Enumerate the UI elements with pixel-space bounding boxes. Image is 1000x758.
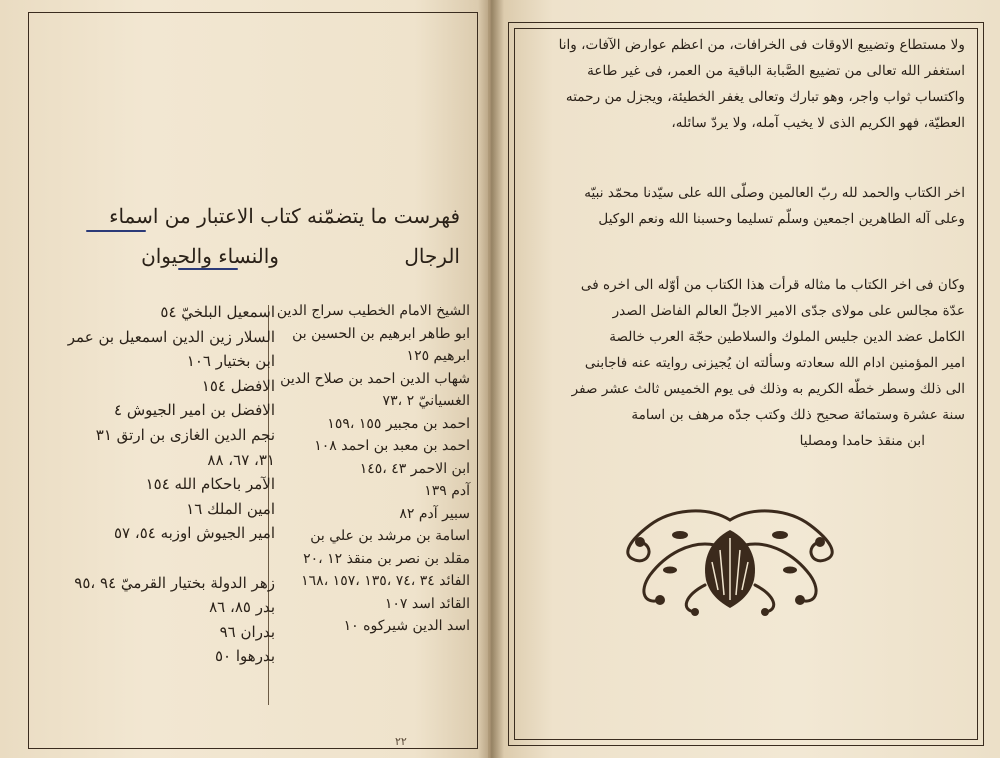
text-line: الكامل عضد الدين جليس الملوك والسلاطين حجّة العرب خالصة <box>609 329 965 345</box>
text-line: اخر الكتاب والحمد لله ربّ العالمين وصلّى الله على سيّدنا محمّد نبيّه <box>584 185 965 201</box>
text-line: وكان فى اخر الكتاب ما مثاله قرأت هذا الكتاب من أوّله الى اخره فى <box>580 277 965 293</box>
index-column-a <box>270 300 470 638</box>
text-line: الى ذلك وسطر خطّه الكريم به وذلك فى يوم الخميس ثالث عشر صفر <box>571 381 965 397</box>
text-line: سنة عشرة وستمائة صحيح ذلك وكتب جدّه مرهف بن اسامة <box>631 407 965 423</box>
index-entry: امين الملك ١٦ <box>186 499 275 518</box>
index-entry: بدران ٩٦ <box>219 622 275 641</box>
index-entry: احمد بن معبد بن احمد ١٠٨ <box>314 438 470 454</box>
index-entry: سبير آدم ٨٢ <box>399 505 470 522</box>
index-entry: السلار زين الدين اسمعيل بن عمر <box>67 327 275 346</box>
text-line: عدّة مجالس على مولاى جدّى الامير الاجلّ العالم الفاضل الصدر <box>612 303 965 319</box>
ijaza-paragraph <box>525 272 965 454</box>
index-title-line-2: والنساء والحيوان <box>141 244 279 268</box>
text-line: امير المؤمنين ادام الله سعادته وسألته ان يُجيزنى روايته عنه فاجابنى <box>584 355 965 371</box>
index-entry: الفائد ٣٤ ،٧٤ ،١٣٥ ،١٥٧ ،١٦٨ <box>301 573 470 589</box>
index-entry: مقلد بن نصر بن منقذ ١٢ ،٢٠ <box>303 550 470 567</box>
index-entry: آدم ١٣٩ <box>424 483 470 499</box>
text-line: واكتساب ثواب واجر، وهو تبارك وتعالى يغفر الخطيئة، ويجزل من رحمته <box>565 89 965 105</box>
title-underline-1 <box>86 230 146 232</box>
text-line: العطيّة، فهو الكريم الذى لا يخيب آمله، ولا يردّ سائله، <box>671 115 965 131</box>
page-number: ٢٢ <box>395 735 407 748</box>
book-gutter <box>478 0 504 758</box>
closing-paragraph <box>525 32 965 136</box>
index-entry: ابن بختيار ١٠٦ <box>186 352 275 371</box>
title-underline-2 <box>178 268 238 270</box>
index-entry: اسامة بن مرشد بن علي بن <box>310 528 470 544</box>
index-entry: نجم الدين الغازى بن ارتق ٣١ <box>95 425 275 444</box>
index-entry <box>40 546 275 571</box>
index-entry: الافضل ١٥٤ <box>201 376 275 395</box>
index-entry: ابو طاهر ابرهيم بن الحسين بن <box>292 325 470 342</box>
index-entry: الافضل بن امير الجيوش ٤ <box>114 401 275 420</box>
index-entry: زهر الدولة بختيار القرميّ ٩٤ ،٩٥ <box>74 573 275 592</box>
index-entry: امير الجيوش اوزبه ٥٤، ٥٧ <box>113 524 275 543</box>
index-entry: الشيخ الامام الخطيب سراج الدين <box>276 303 470 319</box>
floral-ornament-icon <box>610 500 850 620</box>
text-line: ابن منقذ حامدا ومصليا <box>799 433 925 449</box>
index-entry: شهاب الدين احمد بن صلاح الدين <box>280 370 470 387</box>
text-line: وعلى آله الطاهرين اجمعين وسلّم تسليما وحسبنا الله ونعم الوكيل <box>598 211 965 227</box>
index-entry: بدرهوا ٥٠ <box>214 647 275 666</box>
left-page <box>0 0 488 758</box>
index-entry: القائد اسد ١٠٧ <box>384 595 470 612</box>
index-title-line-1: فهرست ما يتضمّنه كتاب الاعتبار من اسماء الرجال <box>109 204 460 268</box>
index-entry: احمد بن مجبير ١٥٥ ،١٥٩ <box>327 415 470 432</box>
text-line: استغفر الله تعالى من تضييع الصَّبابة الباقية من العمر، فى غير طاعة <box>587 63 965 79</box>
index-entry: الآمر باحكام الله ١٥٤ <box>145 475 275 494</box>
index-column-b <box>40 300 275 669</box>
index-entry: ٣١، ٦٧، ٨٨ <box>207 450 275 469</box>
index-entry: الغسيانيّ ٢ ،٧٣ <box>382 393 470 409</box>
index-entry: بدر ٨٥، ٨٦ <box>209 598 275 617</box>
index-entry: ابن الاحمر ٤٣ ،١٤٥ <box>359 460 470 477</box>
index-entry: اسد الدين شيركوه ١٠ <box>343 618 470 634</box>
colophon-paragraph <box>525 180 965 232</box>
text-line: ولا مستطاع وتضييع الاوقات فى الخرافات، من اعظم عوارض الآفات، وانا <box>558 37 965 53</box>
index-entry: ابرهيم ١٢٥ <box>406 348 470 364</box>
index-entry: اسمعيل البلخيّ ٥٤ <box>160 303 275 321</box>
